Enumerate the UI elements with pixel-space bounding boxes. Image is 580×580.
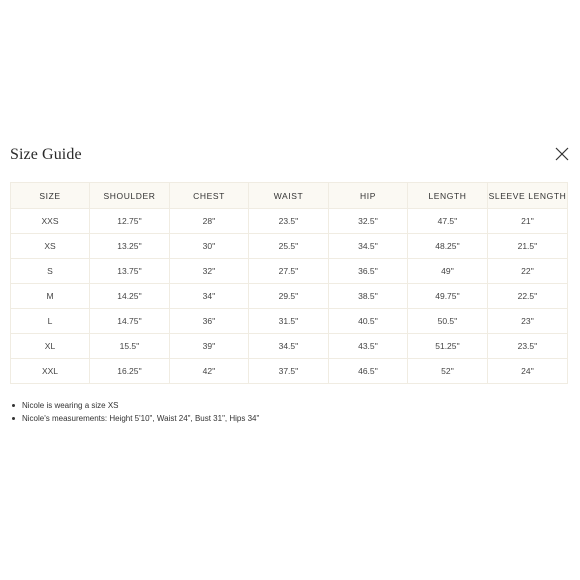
cell-shoulder: 15.5'' [90, 334, 170, 359]
cell-shoulder: 14.75'' [90, 309, 170, 334]
model-notes [10, 399, 259, 425]
cell-shoulder: 13.25'' [90, 234, 170, 259]
table-row [11, 334, 568, 359]
cell-chest: 42'' [170, 359, 249, 384]
table-row [11, 359, 568, 384]
cell-length: 48.25'' [408, 234, 488, 259]
cell-sleeve-length: 23.5'' [488, 334, 568, 359]
column-header-length: LENGTH [408, 183, 488, 209]
cell-waist: 25.5'' [249, 234, 329, 259]
cell-sleeve-length: 23'' [488, 309, 568, 334]
column-header-shoulder: SHOULDER [90, 183, 170, 209]
note-item: Nicole's measurements: Height 5'10", Waist 24", Bust 31", Hips 34" [10, 412, 259, 425]
column-header-sleeve-length: SLEEVE LENGTH [488, 183, 568, 209]
cell-hip: 40.5'' [329, 309, 408, 334]
cell-chest: 36'' [170, 309, 249, 334]
cell-waist: 34.5'' [249, 334, 329, 359]
cell-size: XS [11, 234, 90, 259]
cell-waist: 27.5'' [249, 259, 329, 284]
cell-size: XXL [11, 359, 90, 384]
cell-sleeve-length: 22.5'' [488, 284, 568, 309]
cell-shoulder: 16.25'' [90, 359, 170, 384]
cell-hip: 32.5'' [329, 209, 408, 234]
cell-chest: 39'' [170, 334, 249, 359]
cell-sleeve-length: 22'' [488, 259, 568, 284]
cell-size: M [11, 284, 90, 309]
cell-hip: 34.5'' [329, 234, 408, 259]
cell-waist: 31.5'' [249, 309, 329, 334]
cell-waist: 37.5'' [249, 359, 329, 384]
cell-waist: 23.5'' [249, 209, 329, 234]
cell-length: 47.5'' [408, 209, 488, 234]
table-header-row [11, 183, 568, 209]
size-table [10, 182, 568, 384]
cell-sleeve-length: 24'' [488, 359, 568, 384]
column-header-size: SIZE [11, 183, 90, 209]
cell-size: XXS [11, 209, 90, 234]
modal-title: Size Guide [10, 146, 82, 163]
cell-waist: 29.5'' [249, 284, 329, 309]
table-row [11, 309, 568, 334]
column-header-waist: WAIST [249, 183, 329, 209]
table-row [11, 284, 568, 309]
cell-chest: 32'' [170, 259, 249, 284]
cell-chest: 28'' [170, 209, 249, 234]
close-button[interactable] [553, 145, 571, 163]
cell-size: L [11, 309, 90, 334]
cell-size: S [11, 259, 90, 284]
cell-length: 52'' [408, 359, 488, 384]
table-row [11, 234, 568, 259]
cell-length: 51.25'' [408, 334, 488, 359]
cell-sleeve-length: 21.5'' [488, 234, 568, 259]
cell-chest: 34'' [170, 284, 249, 309]
cell-hip: 38.5'' [329, 284, 408, 309]
cell-length: 50.5'' [408, 309, 488, 334]
table-row [11, 259, 568, 284]
cell-hip: 36.5'' [329, 259, 408, 284]
cell-hip: 43.5'' [329, 334, 408, 359]
cell-chest: 30'' [170, 234, 249, 259]
close-x-icon [553, 145, 571, 163]
table-row [11, 209, 568, 234]
cell-shoulder: 13.75'' [90, 259, 170, 284]
cell-shoulder: 14.25'' [90, 284, 170, 309]
cell-hip: 46.5'' [329, 359, 408, 384]
cell-shoulder: 12.75'' [90, 209, 170, 234]
column-header-chest: CHEST [170, 183, 249, 209]
column-header-hip: HIP [329, 183, 408, 209]
cell-length: 49'' [408, 259, 488, 284]
note-item: Nicole is wearing a size XS [10, 399, 259, 412]
table-body [11, 209, 568, 384]
cell-sleeve-length: 21'' [488, 209, 568, 234]
cell-size: XL [11, 334, 90, 359]
cell-length: 49.75'' [408, 284, 488, 309]
